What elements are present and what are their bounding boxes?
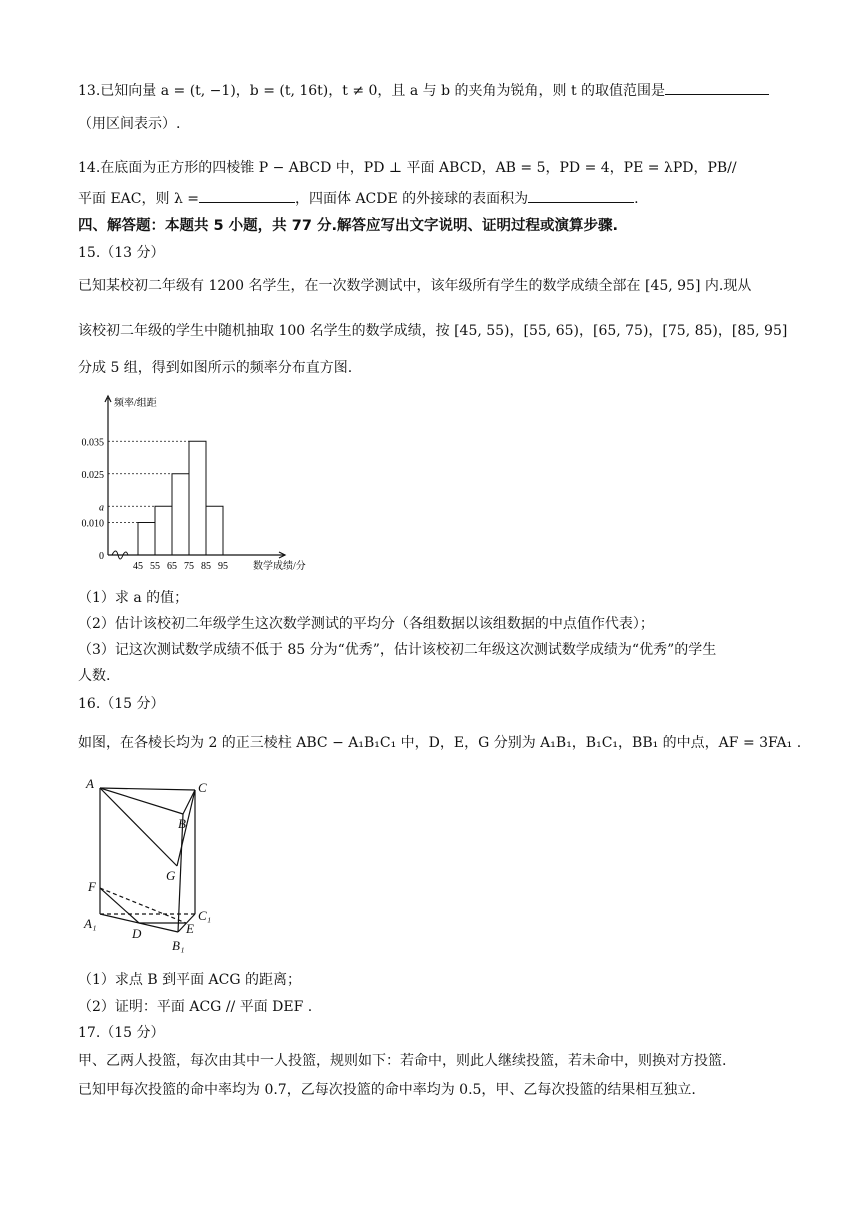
label-G: G xyxy=(166,868,176,883)
prism-figure xyxy=(78,770,218,955)
label-C: C xyxy=(198,780,207,795)
segment-FD xyxy=(100,888,139,923)
histogram-bar xyxy=(155,506,172,555)
label-D: D xyxy=(132,926,142,941)
q15-paragraph-1: 已知某校初二年级有 1200 名学生，在一次数学测试中，该年级所有学生的数学成绩全部在 [45, 95] 内.现从 xyxy=(78,278,752,294)
q14-lambda-blank[interactable] xyxy=(199,188,295,203)
x-tick-label: 75 xyxy=(184,561,194,572)
y-axis-label: 频率/组距 xyxy=(114,398,157,409)
label-E: E xyxy=(186,921,194,936)
q13-line1 xyxy=(78,80,769,101)
q15-paragraph-2: 该校初二年级的学生中随机抽取 100 名学生的数学成绩，按 [45, 55)，[55, 65)，[65, 75)，[75, 85)，[85, 95] xyxy=(78,323,788,339)
q15-paragraph-3: 分成 5 组，得到如图所示的频率分布直方图. xyxy=(78,360,353,376)
histogram-bar xyxy=(189,441,206,555)
label-B1: B₁ xyxy=(172,938,185,953)
x-tick-label: 55 xyxy=(150,561,160,572)
q14-area-blank[interactable] xyxy=(528,188,634,203)
x-tick-label: 65 xyxy=(167,561,177,572)
q15-sub-2: （2）估计该校初二年级学生这次数学测试的平均分（各组数据以该组数据的中点值作代表）； xyxy=(78,616,654,632)
x-tick-label: 45 xyxy=(133,561,143,572)
q14-text-c: . xyxy=(634,191,639,207)
frequency-histogram xyxy=(78,390,338,575)
edge-BC xyxy=(183,790,195,814)
histogram-bar xyxy=(206,506,223,555)
edge-AC xyxy=(100,788,195,790)
segment-FE xyxy=(100,888,186,923)
y-tick-label: a xyxy=(99,502,104,514)
q13-line2: （用区间表示）. xyxy=(78,116,181,132)
label-A1: A₁ xyxy=(84,916,97,931)
q16-paragraph-1: 如图，在各棱长均为 2 的正三棱柱 ABC − A₁B₁C₁ 中，D，E，G 分别为 A₁B₁，B₁C₁，BB₁ 的中点，AF = 3FA₁ . xyxy=(78,735,802,751)
x-axis-label: 数学成绩/分 xyxy=(253,561,306,572)
y-tick-label: 0 xyxy=(99,551,104,562)
y-tick-label: 0.035 xyxy=(81,437,104,449)
q15-sub-3b: 人数. xyxy=(78,668,111,684)
label-A: A xyxy=(86,776,94,791)
label-B: B xyxy=(178,816,186,831)
q14-text-a: 平面 EAC，则 λ = xyxy=(78,191,199,207)
q16-sub-2: （2）证明：平面 ACG // 平面 DEF . xyxy=(78,999,313,1015)
q14-line2 xyxy=(78,188,639,209)
histogram-bar xyxy=(172,474,189,555)
q17-header: 17.（15 分） xyxy=(78,1025,165,1041)
label-F: F xyxy=(88,879,96,894)
q15-sub-3a: （3）记这次测试数学成绩不低于 85 分为“优秀”，估计该校初二年级这次测试数学成绩为“优秀”的学生 xyxy=(78,642,717,658)
q17-paragraph-1: 甲、乙两人投篮，每次由其中一人投篮，规则如下：若命中，则此人继续投篮，若未命中，则换对方投篮. xyxy=(78,1053,727,1069)
x-tick-label: 95 xyxy=(218,561,228,572)
section-heading: 四、解答题：本题共 5 小题，共 77 分.解答应写出文字说明、证明过程或演算步骤. xyxy=(78,218,618,234)
q15-sub-1: （1）求 a 的值； xyxy=(78,590,189,606)
q16-header: 16.（15 分） xyxy=(78,696,165,712)
q13-text: 13.已知向量 a = (t, −1)，b = (t, 16t)，t ≠ 0，且 a 与 b 的夹角为锐角，则 t 的取值范围是 xyxy=(78,83,666,99)
label-C1: C₁ xyxy=(198,908,212,923)
q16-sub-1: （1）求点 B 到平面 ACG 的距离； xyxy=(78,972,302,988)
x-tick-label: 85 xyxy=(201,561,211,572)
q14-text-b: ，四面体 ACDE 的外接球的表面积为 xyxy=(295,191,529,207)
q13-answer-blank[interactable] xyxy=(665,80,769,95)
y-tick-label: 0.025 xyxy=(81,469,104,481)
q14-line1: 14.在底面为正方形的四棱锥 P − ABCD 中，PD ⊥ 平面 ABCD，AB = 5，PD = 4，PE = λPD，PB// xyxy=(78,160,737,176)
q15-header: 15.（13 分） xyxy=(78,245,165,261)
y-tick-label: 0.010 xyxy=(81,518,104,530)
q17-paragraph-2: 已知甲每次投篮的命中率均为 0.7，乙每次投篮的命中率均为 0.5，甲、乙每次投篮的结果相互独立. xyxy=(78,1082,696,1098)
histogram-bar xyxy=(138,523,155,556)
